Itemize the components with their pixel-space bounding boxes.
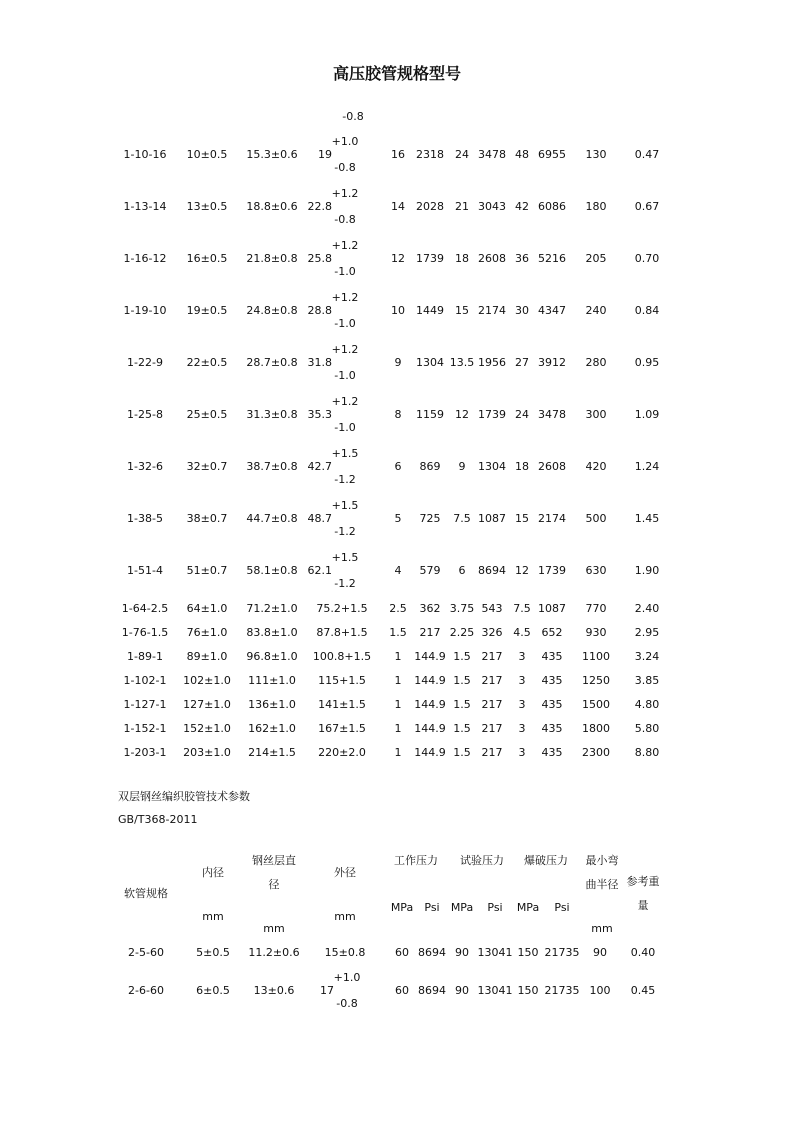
cell-model: 1-64-2.5: [121, 602, 169, 615]
cell-weight: 4.80: [634, 698, 660, 711]
cell-w-psi: 1739: [416, 252, 444, 265]
cell-bend: 90: [593, 946, 607, 959]
cell-bend: 1250: [582, 674, 610, 687]
cell-id: 16±0.5: [186, 252, 228, 265]
cell-model: 1-25-8: [127, 408, 163, 421]
cell-id: 152±1.0: [183, 722, 231, 735]
cell-b-psi: 3912: [538, 356, 566, 369]
cell-wire: 58.1±0.8: [246, 564, 298, 577]
cell-w-psi: 1449: [416, 304, 444, 317]
cell-t-psi: 13041: [477, 946, 513, 959]
cell-id: 5±0.5: [196, 946, 230, 959]
cell-model: 1-76-1.5: [121, 626, 169, 639]
cell-weight: 0.47: [634, 148, 660, 161]
cell-weight: 8.80: [634, 746, 660, 759]
cell-model: 1-16-12: [123, 252, 167, 265]
cell-w-psi: 725: [419, 512, 441, 525]
cell-bend: 630: [585, 564, 607, 577]
cell-w-psi: 2028: [416, 200, 444, 213]
cell-id: 13±0.5: [186, 200, 228, 213]
cell-od: 22.8: [307, 200, 332, 213]
cell-od: 87.8+1.5: [316, 626, 368, 639]
cell-id: 25±0.5: [186, 408, 228, 421]
cell-t-psi: 217: [481, 746, 503, 759]
cell-t-psi: 1956: [478, 356, 506, 369]
cell-od: 19: [318, 148, 332, 161]
cell-id: 203±1.0: [183, 746, 231, 759]
cell-bend: 130: [585, 148, 607, 161]
cell-t-mpa: 1.5: [453, 650, 471, 663]
cell-t-psi: 1087: [478, 512, 506, 525]
cell-b-mpa: 24: [515, 408, 529, 421]
cell-bend: 205: [585, 252, 607, 265]
cell-tol-plus: +1.0: [333, 971, 361, 984]
cell-t-psi: 217: [481, 674, 503, 687]
header-burst-mpa: MPa: [516, 901, 540, 914]
cell-od: 17: [320, 984, 334, 997]
cell-od: 75.2+1.5: [316, 602, 368, 615]
cell-wire: 111±1.0: [248, 674, 296, 687]
cell-model: 1-22-9: [127, 356, 163, 369]
cell-b-mpa: 48: [515, 148, 529, 161]
cell-w-mpa: 1: [394, 698, 402, 711]
cell-t-mpa: 15: [455, 304, 469, 317]
cell-t-mpa: 21: [455, 200, 469, 213]
cell-tol-minus: -1.0: [334, 265, 356, 278]
cell-wire: 214±1.5: [248, 746, 296, 759]
cell-model: 1-102-1: [123, 674, 167, 687]
cell-bend: 100: [589, 984, 611, 997]
cell-wire: 13±0.6: [253, 984, 295, 997]
cell-t-mpa: 90: [455, 946, 469, 959]
cell-w-mpa: 1: [394, 674, 402, 687]
cell-t-mpa: 18: [455, 252, 469, 265]
cell-id: 127±1.0: [183, 698, 231, 711]
cell-t-psi: 217: [481, 650, 503, 663]
cell-wire: 31.3±0.8: [246, 408, 298, 421]
cell-w-mpa: 4: [394, 564, 402, 577]
cell-b-mpa: 30: [515, 304, 529, 317]
cell-bend: 1100: [582, 650, 610, 663]
cell-t-mpa: 1.5: [453, 746, 471, 759]
cell-b-mpa: 42: [515, 200, 529, 213]
cell-wire: 18.8±0.6: [246, 200, 298, 213]
cell-w-mpa: 8: [394, 408, 402, 421]
cell-t-mpa: 3.75: [449, 602, 475, 615]
cell-bend: 1800: [582, 722, 610, 735]
cell-bend: 2300: [582, 746, 610, 759]
cell-w-psi: 217: [419, 626, 441, 639]
header-test-psi: Psi: [487, 901, 503, 914]
cell-t-psi: 2608: [478, 252, 506, 265]
cell-od: 25.8: [307, 252, 332, 265]
cell-tol-plus: +1.2: [331, 187, 359, 200]
cell-t-mpa: 13.5: [449, 356, 475, 369]
cell-w-mpa: 6: [394, 460, 402, 473]
cell-b-psi: 1739: [538, 564, 566, 577]
cell-model: 1-152-1: [123, 722, 167, 735]
cell-b-mpa: 3: [518, 722, 526, 735]
cell-t-psi: 1739: [478, 408, 506, 421]
cell-t-psi: 13041: [477, 984, 513, 997]
cell-b-mpa: 3: [518, 746, 526, 759]
cell-tol-minus: -1.2: [334, 577, 356, 590]
cell-w-psi: 8694: [418, 984, 446, 997]
header-weight-line1: 参考重: [626, 875, 660, 888]
cell-b-mpa: 12: [515, 564, 529, 577]
cell-id: 89±1.0: [186, 650, 228, 663]
cell-id: 10±0.5: [186, 148, 228, 161]
cell-t-mpa: 90: [455, 984, 469, 997]
cell-w-mpa: 9: [394, 356, 402, 369]
cell-wire: 15.3±0.6: [246, 148, 298, 161]
cell-model: 1-203-1: [123, 746, 167, 759]
cell-t-mpa: 1.5: [453, 674, 471, 687]
cell-t-psi: 8694: [478, 564, 506, 577]
cell-bend: 300: [585, 408, 607, 421]
header-id: 内径: [202, 866, 224, 879]
section-title: 双层钢丝编织胶管技术参数: [118, 790, 250, 803]
cell-b-psi: 2174: [538, 512, 566, 525]
cell-w-psi: 8694: [418, 946, 446, 959]
cell-od: 48.7: [307, 512, 332, 525]
cell-t-psi: 2174: [478, 304, 506, 317]
cell-b-mpa: 150: [517, 946, 539, 959]
cell-w-mpa: 14: [391, 200, 405, 213]
cell-b-psi: 1087: [538, 602, 566, 615]
cell-id: 76±1.0: [186, 626, 228, 639]
cell-wire: 38.7±0.8: [246, 460, 298, 473]
cell-bend: 930: [585, 626, 607, 639]
cell-od: 167±1.5: [318, 722, 366, 735]
cell-weight: 1.09: [634, 408, 660, 421]
cell-w-mpa: 60: [395, 984, 409, 997]
header-working-pressure: 工作压力: [394, 854, 438, 867]
cell-tol-plus: +1.2: [331, 343, 359, 356]
cell-wire: 28.7±0.8: [246, 356, 298, 369]
cell-id: 64±1.0: [186, 602, 228, 615]
cell-w-psi: 144.9: [414, 722, 446, 735]
cell-b-mpa: 15: [515, 512, 529, 525]
cell-t-mpa: 7.5: [453, 512, 471, 525]
cell-b-psi: 21735: [544, 946, 580, 959]
cell-b-psi: 21735: [544, 984, 580, 997]
cell-b-psi: 6955: [538, 148, 566, 161]
cell-weight: 0.45: [630, 984, 656, 997]
cell-tol-plus: +1.2: [331, 395, 359, 408]
cell-w-psi: 144.9: [414, 698, 446, 711]
cell-b-psi: 3478: [538, 408, 566, 421]
cell-b-psi: 435: [541, 674, 563, 687]
cell-wire: 136±1.0: [248, 698, 296, 711]
cell-bend: 420: [585, 460, 607, 473]
cell-b-mpa: 3: [518, 698, 526, 711]
cell-w-mpa: 1: [394, 722, 402, 735]
cell-tol-minus: -1.2: [334, 525, 356, 538]
cell-wire: 44.7±0.8: [246, 512, 298, 525]
cell-b-psi: 652: [541, 626, 563, 639]
cell-b-mpa: 7.5: [513, 602, 531, 615]
cell-b-mpa: 3: [518, 674, 526, 687]
cell-w-psi: 869: [419, 460, 441, 473]
header-burst-pressure: 爆破压力: [524, 854, 568, 867]
cell-id: 51±0.7: [186, 564, 228, 577]
cell-bend: 1500: [582, 698, 610, 711]
cell-w-psi: 1304: [416, 356, 444, 369]
cell-od: 115+1.5: [318, 674, 366, 687]
cell-w-psi: 1159: [416, 408, 444, 421]
cell-model: 2-5-60: [128, 946, 164, 959]
cell-tol-plus: +1.5: [331, 499, 359, 512]
cell-tol-minus: -0.8: [334, 213, 356, 226]
cell-bend: 500: [585, 512, 607, 525]
cell-b-psi: 435: [541, 698, 563, 711]
header-model: 软管规格: [124, 887, 168, 900]
cell-model: 1-51-4: [127, 564, 163, 577]
cell-wire: 96.8±1.0: [246, 650, 298, 663]
cell-b-mpa: 4.5: [513, 626, 531, 639]
cell-t-mpa: 12: [455, 408, 469, 421]
cell-weight: 0.67: [634, 200, 660, 213]
cell-tol-plus: +1.5: [331, 447, 359, 460]
cell-weight: 0.70: [634, 252, 660, 265]
cell-wire: 11.2±0.6: [248, 946, 300, 959]
header-working-psi: Psi: [424, 901, 440, 914]
cell-b-psi: 2608: [538, 460, 566, 473]
cell-w-mpa: 5: [394, 512, 402, 525]
cell-b-psi: 4347: [538, 304, 566, 317]
cell-weight: 0.84: [634, 304, 660, 317]
cell-t-psi: 1304: [478, 460, 506, 473]
cell-tol-plus: +1.2: [331, 239, 359, 252]
cell-weight: 1.90: [634, 564, 660, 577]
cell-tol-minus: -1.0: [334, 369, 356, 382]
cell-od: 220±2.0: [318, 746, 366, 759]
cell-w-mpa: 1: [394, 746, 402, 759]
cell-w-psi: 144.9: [414, 746, 446, 759]
cell-tol-minus: -1.2: [334, 473, 356, 486]
cell-od: 141±1.5: [318, 698, 366, 711]
cell-id: 38±0.7: [186, 512, 228, 525]
cell-t-mpa: 1.5: [453, 722, 471, 735]
cell-b-psi: 6086: [538, 200, 566, 213]
cell-tol-minus: -1.0: [334, 421, 356, 434]
cell-id: 19±0.5: [186, 304, 228, 317]
cell-model: 1-32-6: [127, 460, 163, 473]
cell-od: 100.8+1.5: [312, 650, 372, 663]
header-od: 外径: [334, 866, 356, 879]
cell-w-mpa: 2.5: [389, 602, 407, 615]
header-test-mpa: MPa: [450, 901, 474, 914]
cell-b-mpa: 150: [517, 984, 539, 997]
header-weight-line2: 量: [637, 899, 649, 912]
cell-id: 102±1.0: [183, 674, 231, 687]
header-bend-unit: mm: [591, 922, 613, 935]
cell-w-mpa: 16: [391, 148, 405, 161]
cell-w-psi: 362: [419, 602, 441, 615]
cell-model: 2-6-60: [128, 984, 164, 997]
cell-model: 1-127-1: [123, 698, 167, 711]
cell-w-mpa: 12: [391, 252, 405, 265]
cell-bend: 280: [585, 356, 607, 369]
page-title: 高压胶管规格型号: [332, 64, 461, 83]
cell-w-psi: 144.9: [414, 650, 446, 663]
top-tolerance-note: -0.8: [342, 110, 364, 123]
header-bend-line1: 最小弯: [585, 854, 619, 867]
cell-tol-minus: -0.8: [334, 161, 356, 174]
cell-tol-minus: -0.8: [336, 997, 358, 1010]
cell-weight: 1.45: [634, 512, 660, 525]
cell-weight: 5.80: [634, 722, 660, 735]
cell-t-mpa: 2.25: [449, 626, 475, 639]
cell-wire: 21.8±0.8: [246, 252, 298, 265]
header-id-unit: mm: [202, 910, 224, 923]
cell-w-psi: 144.9: [414, 674, 446, 687]
cell-weight: 0.40: [630, 946, 656, 959]
cell-w-psi: 579: [419, 564, 441, 577]
header-burst-psi: Psi: [554, 901, 570, 914]
cell-b-mpa: 27: [515, 356, 529, 369]
cell-od: 15±0.8: [324, 946, 366, 959]
cell-od: 35.3: [307, 408, 332, 421]
cell-b-psi: 435: [541, 722, 563, 735]
cell-model: 1-38-5: [127, 512, 163, 525]
cell-od: 31.8: [307, 356, 332, 369]
cell-weight: 0.95: [634, 356, 660, 369]
cell-b-mpa: 18: [515, 460, 529, 473]
cell-t-psi: 3043: [478, 200, 506, 213]
cell-wire: 71.2±1.0: [246, 602, 298, 615]
header-od-unit: mm: [334, 910, 356, 923]
cell-model: 1-10-16: [123, 148, 167, 161]
cell-id: 32±0.7: [186, 460, 228, 473]
cell-model: 1-19-10: [123, 304, 167, 317]
cell-weight: 3.85: [634, 674, 660, 687]
cell-t-mpa: 1.5: [453, 698, 471, 711]
cell-weight: 2.95: [634, 626, 660, 639]
cell-wire: 162±1.0: [248, 722, 296, 735]
cell-t-mpa: 24: [455, 148, 469, 161]
cell-weight: 3.24: [634, 650, 660, 663]
cell-t-psi: 217: [481, 722, 503, 735]
cell-id: 6±0.5: [196, 984, 230, 997]
cell-b-psi: 5216: [538, 252, 566, 265]
cell-od: 62.1: [307, 564, 332, 577]
cell-t-mpa: 6: [458, 564, 466, 577]
header-wire-line2: 径: [268, 878, 280, 891]
cell-b-psi: 435: [541, 650, 563, 663]
cell-b-psi: 435: [541, 746, 563, 759]
cell-id: 22±0.5: [186, 356, 228, 369]
header-working-mpa: MPa: [390, 901, 414, 914]
cell-tol-plus: +1.0: [331, 135, 359, 148]
cell-w-mpa: 60: [395, 946, 409, 959]
cell-wire: 24.8±0.8: [246, 304, 298, 317]
cell-t-psi: 3478: [478, 148, 506, 161]
cell-w-mpa: 10: [391, 304, 405, 317]
cell-w-psi: 2318: [416, 148, 444, 161]
cell-t-psi: 543: [481, 602, 503, 615]
cell-b-mpa: 36: [515, 252, 529, 265]
cell-w-mpa: 1.5: [389, 626, 407, 639]
cell-model: 1-89-1: [127, 650, 163, 663]
cell-wire: 83.8±1.0: [246, 626, 298, 639]
cell-tol-plus: +1.2: [331, 291, 359, 304]
cell-bend: 180: [585, 200, 607, 213]
cell-weight: 1.24: [634, 460, 660, 473]
cell-tol-plus: +1.5: [331, 551, 359, 564]
cell-od: 28.8: [307, 304, 332, 317]
header-wire-line1: 钢丝层直: [252, 854, 296, 867]
cell-od: 42.7: [307, 460, 332, 473]
header-bend-line2: 曲半径: [585, 878, 619, 891]
cell-t-psi: 217: [481, 698, 503, 711]
cell-bend: 770: [585, 602, 607, 615]
cell-tol-minus: -1.0: [334, 317, 356, 330]
cell-weight: 2.40: [634, 602, 660, 615]
cell-w-mpa: 1: [394, 650, 402, 663]
cell-t-mpa: 9: [458, 460, 466, 473]
standard-code: GB/T368-2011: [118, 813, 198, 826]
header-test-pressure: 试验压力: [460, 854, 504, 867]
cell-bend: 240: [585, 304, 607, 317]
cell-t-psi: 326: [481, 626, 503, 639]
cell-b-mpa: 3: [518, 650, 526, 663]
header-wire-unit: mm: [263, 922, 285, 935]
cell-model: 1-13-14: [123, 200, 167, 213]
